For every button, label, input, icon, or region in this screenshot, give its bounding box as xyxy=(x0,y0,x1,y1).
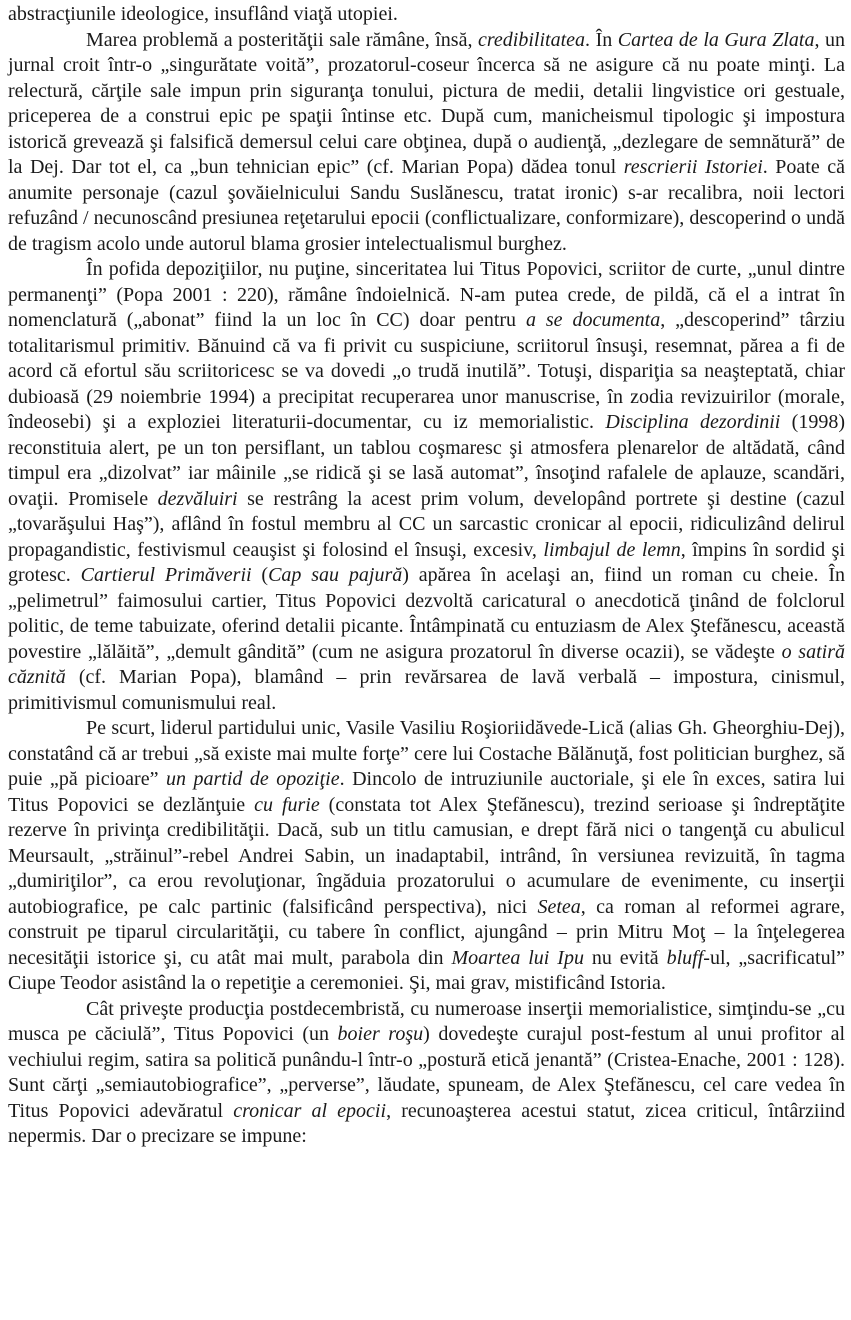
text-run: Pe scurt, liderul partidului unic, Vasile Vasiliu Roşioriidăvede-Lică (alias Gh. Gheorghiu-Dej), constatând că ar trebui „să existe mai multe forţe” cere lui Costache Bălănuţă, fost politician burghez, să puie „pă picioare” xyxy=(8,717,845,790)
text-run: ( xyxy=(251,564,269,586)
text-run: . Dincolo de intruziunile auctoriale, şi ele în exces, satira lui Titus Popovici se dezlănţuie xyxy=(8,768,846,816)
italic-term: cronicar al epocii xyxy=(233,1099,387,1122)
paragraph-2 xyxy=(8,28,845,258)
italic-term: rescrierii Istoriei xyxy=(623,156,763,178)
italic-term: credibilitatea xyxy=(478,28,586,51)
text-run: Marea problemă a posterităţii sale rămâne, însă, xyxy=(86,28,479,51)
paragraph-1 xyxy=(8,2,845,28)
paragraph-4 xyxy=(8,716,845,997)
text-run: abstracţiunile ideologice, insuflând viaţă utopiei. xyxy=(8,3,398,25)
italic-title: Disciplina dezordinii xyxy=(605,411,781,433)
italic-term: boier roşu xyxy=(337,1023,424,1045)
italic-term: o satiră căznită xyxy=(8,640,845,688)
text-run: ) apărea în acelaşi an, fiind un roman cu cheie. În „pelimetrul” faimosului cartier, Titus Popovici dezvoltă caricatural o anecdotică ţinând de folclorul politic, de teme tabuizate, oferind detalii picante. Întâmpinată cu entuziasm de Alex Ştefănescu, această povestire „lălăită”, „demult gândită” (cum ne asigura prozatorul în diverse ocazii), se vădeşte xyxy=(8,564,845,663)
text-run: Cât priveşte producţia postdecembristă, cu numeroase inserţii memorialistice, simţindu-se „cu musca pe căciulă”, Titus Popovici (un xyxy=(8,997,845,1045)
italic-term: un partid de opoziţie xyxy=(165,768,340,790)
text-run: , „descoperind” târziu totalitarismul primitiv. Bănuind că va fi privit cu suspiciune, scriitorul însuşi, resemnat, părea a fi de acord că efortul său scriitoricesc se va dovedi „o trudă inutilă”. Totuşi, dispariţia sa neaşteptată, chiar dubioasă (29 noiembrie 1994) a precipitat recuperarea unor manuscrise, în zodia revizuirilor (morale, îndeosebi) şi a exploziei literaturii-documentar, cu iz memorialistic. xyxy=(8,309,845,433)
italic-term: a se documenta xyxy=(525,309,661,331)
text-run: (1998) reconstituia alert, pe un ton persiflant, un tablou coşmaresc şi atmosfera plenarelor de altădată, când timpul era „dizolvat” iar mâinile „se ridică şi se lasă automat”, însoţind rafalele de aplauze, scandări, ovaţii. Promisele xyxy=(8,411,845,510)
paragraph-5 xyxy=(8,997,845,1150)
text-run: , împins în sordid şi grotesc. xyxy=(8,538,845,586)
italic-title: Moartea lui Ipu xyxy=(451,946,584,969)
text-run: se restrâng la acest prim volum, developând portrete şi destine (cazul „tovarăşului Haş”), aflând în fostul membru al CC un sarcastic cronicar al epocii, ridiculizând delirul propagandistic, festivismul ceauşist şi folosind el însuşi, excesiv, xyxy=(8,487,846,561)
text-run: , un jurnal croit într-o „singurătate voită”, prozatorul-coseur încerca să ne asigure că nu poate minţi. La relectură, cărţile sale impun prin siguranţa tonului, pictura de medii, detalii lingvistice ori gestuale, priceperea de a construi epic pe spaţii întinse etc. După cum, manicheismul tipologic şi impostura istorică grevează şi falsifică demersul celui care obţinea, după o audienţă, „dezlegare de semnătură” de la Dej. Dar tot el, ca „bun tehnician epic” (cf. Marian Popa) dădea tonul xyxy=(8,28,846,178)
italic-term: cu furie xyxy=(254,793,320,816)
italic-term: dezvăluiri xyxy=(157,487,238,510)
text-run: , ca roman al reformei agrare, construit pe tiparul circularităţii, cu tabere în conflict, ajungând – prin Mitru Moţ – la înţelegerea necesităţii istorice şi, cu atât mai mult, parabola din xyxy=(8,895,845,969)
text-run: În pofida depoziţiilor, nu puţine, sinceritatea lui Titus Popovici, scriitor de curte, „unul dintre permanenţi” (Popa 2001 : 220), rămâne îndoielnică. N-am putea crede, de pildă, că el a intrat în nomenclatură („abonat” fiind la un loc în CC) doar pentru xyxy=(8,258,845,331)
paragraph-3 xyxy=(8,257,845,716)
text-run: (constata tot Alex Ştefănescu), trezind serioase şi îndreptăţite rezerve în privinţa credibilităţii. Dacă, sub un titlu camusian, e drept fără nici o tangenţă cu abulicul Meursault, „străinul”-rebel Andrei Sabin, un inadaptabil, intrând, în versiunea revizuită, în tagma „dumiriţilor”, ca erou revoluţionar, îngăduia prozatorului o acumulare de evenimente, cu inserţii autobiografice, pe calc partinic (falsificând perspectiva), nici xyxy=(8,793,845,918)
text-run: (cf. Marian Popa), blamând – prin revărsarea de lavă verbală – impostura, cinismul, primitivismul comunismului real. xyxy=(8,666,845,714)
italic-title: Setea xyxy=(537,895,581,918)
text-run: ) dovedeşte curajul post-festum al unui profitor al vechiului regim, satira sa politică punându-l într-o „postură etică jenantă” (Cristea-Enache, 2001 : 128). Sunt cărţi „semiautobiografice”, „perverse”, lăudate, spuneam, de Alex Ştefănescu, cel care vedea în Titus Popovici adevăratul xyxy=(8,1023,846,1122)
text-run: , recunoaşterea acestui statut, zicea criticul, întârziind nepermis. Dar o precizare se impune: xyxy=(8,1099,846,1147)
text-run: -ul, „sacrificatul” Ciupe Teodor asistând la o repetiţie a ceremoniei. Şi, mai grav, mistificând Istoria. xyxy=(8,946,846,994)
italic-title: Cap sau pajură xyxy=(268,564,403,586)
italic-title: Cartea de la Gura Zlata xyxy=(617,28,815,51)
italic-title: Cartierul Primăverii xyxy=(80,564,252,586)
italic-term: limbajul de lemn xyxy=(543,538,681,561)
text-run: . În xyxy=(585,28,618,51)
text-run: nu evită xyxy=(583,946,667,969)
text-run: . Poate că anumite personaje (cazul şovăielnicului Sandu Suslănescu, tratat ironic) s-ar recalibra, noii lectori refuzând / necunoscând presiunea reţetarului epocii (conflictualizare, conformizare), descoperind o undă de tragism acolo unde autorul blama grosier intelectualismul burghez. xyxy=(8,156,845,255)
italic-term: bluff xyxy=(666,946,704,969)
